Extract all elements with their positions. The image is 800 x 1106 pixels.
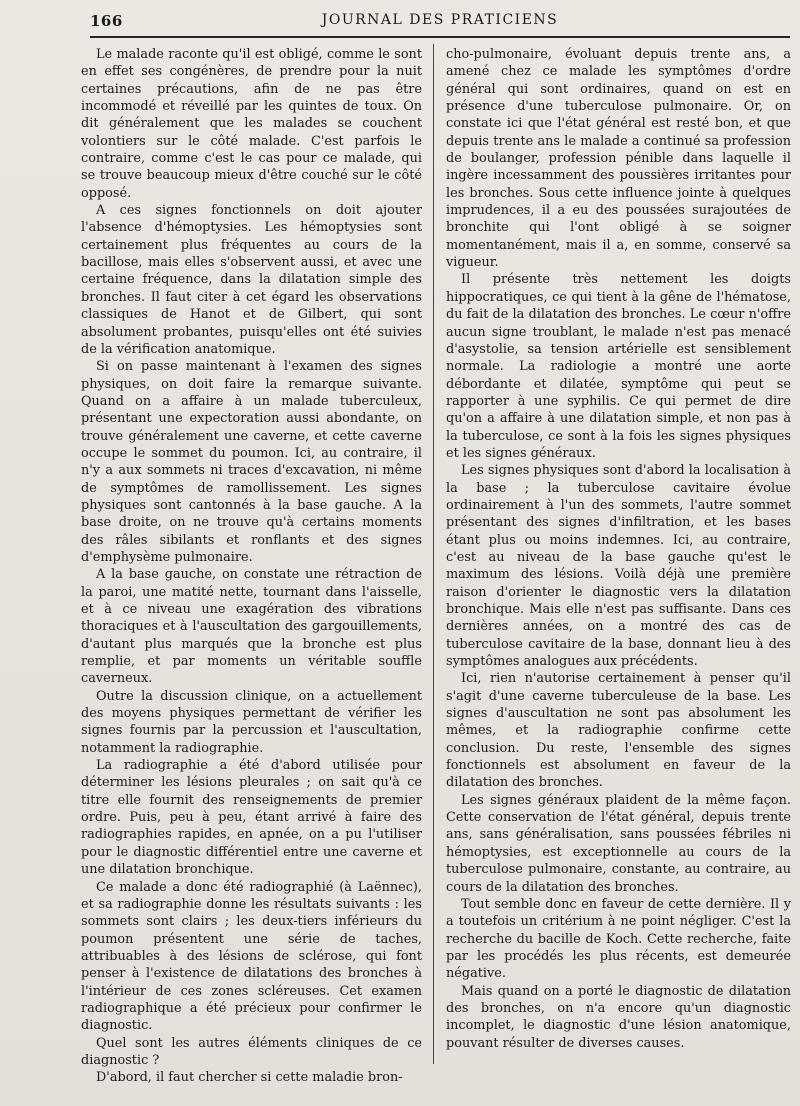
paragraph: Si on passe maintenant à l'examen des signes physiques, on doit faire la remarque suivante. Quand on a affaire à un malade tuberculeux, présentant une expectoration aussi abondante, on trouve généralement une caverne, et cette caverne occupe le sommet du poumon. Ici, au contraire, il n'y a aux sommets ni traces d'excavation, ni même de symptômes de ramollissement. Les signes physiques sont cantonnés à la base gauche. A la base droite, on ne trouve qu'à certains moments des râles sibilants et ronflants et des signes d'emphysème pulmonaire. xyxy=(81,359,422,565)
paragraph: cho-pulmonaire, évoluant depuis trente ans, a amené chez ce malade les symptômes d'ordre général qui sont ordinaires, quand on est en présence d'une tuberculose pulmonaire. Or, on constate ici que l'état général est resté bon, et que depuis trente ans le malade a continué sa profession de boulanger, profession pénible dans laquelle il ingère incessamment des poussières irritantes pour les bronches. Sous cette influence jointe à quelques imprudences, il a eu des poussées surajoutées de bronchite qui l'ont obligé à se soigner momentanément, mais il a, en somme, conservé sa vigueur. xyxy=(446,47,791,271)
paragraph: Il présente très nettement les doigts hippocratiques, ce qui tient à la gêne de l'hématose, du fait de la dilatation des bronches. Le cœur n'offre aucun signe troublant, le malade n'est pas menacé d'asystolie, sa tension artérielle est sensiblement normale. La radiologie a montré une aorte débordante et dilatée, symptôme qui peut se rapporter à une syphilis. Ce qui permet de dire qu'on a affaire à une dilatation simple, et non pas à la tuberculose, ce sont à la fois les signes physiques et les signes généraux. xyxy=(446,272,791,461)
running-head: JOURNAL DES PRATICIENS xyxy=(321,12,559,28)
paragraph: Les signes généraux plaident de la même façon. Cette conservation de l'état général, depuis trente ans, sans généralisation, sans poussées fébriles ni hémoptysies, est exceptionnelle au cours de la tuberculose pulmonaire, constante, au contraire, au cours de la dilatation des bronches. xyxy=(446,792,791,895)
paragraph: Le malade raconte qu'il est obligé, comme le sont en effet ses congénères, de prendre pour la nuit certaines précautions, afin de ne pas être incommodé et réveillé par les quintes de toux. On dit généralement que les malades se couchent volontiers sur le côté malade. C'est parfois le contraire, comme c'est le cas pour ce malade, qui se trouve beaucoup mieux d'être couché sur le côté opposé. xyxy=(81,47,422,201)
header-rule xyxy=(90,36,790,38)
paragraph: Outre la discussion clinique, on a actuellement des moyens physiques permettant de vérifier les signes fournis par la percussion et l'auscultation, notamment la radiographie. xyxy=(81,688,422,756)
paragraph: Mais quand on a porté le diagnostic de dilatation des bronches, on n'a encore qu'un diagnostic incomplet, le diagnostic d'une lésion anatomique, pouvant résulter de diverses causes. xyxy=(446,983,791,1051)
column-divider xyxy=(433,44,434,1064)
paragraph: A ces signes fonctionnels on doit ajouter l'absence d'hémoptysies. Les hémoptysies sont certainement plus fréquentes au cours de la bacillose, mais elles s'observent aussi, et avec une certaine fréquence, dans la dilatation simple des bronches. Il faut citer à cet égard les observations classiques de Hanot et de Gilbert, qui sont absolument probantes, puisqu'elles ont été suivies de la vérification anatomique. xyxy=(81,203,422,357)
paragraph: Les signes physiques sont d'abord la localisation à la base ; la tuberculose cavitaire évolue ordinairement à l'un des sommets, l'autre sommet présentant des signes d'infiltration, et les bases étant plus ou moins indemnes. Ici, au contraire, c'est au niveau de la base gauche qu'est le maximum des lésions. Voilà déjà une première raison d'orienter le diagnostic vers la dilatation bronchique. Mais elle n'est pas suffisante. Dans ces dernières années, on a montré des cas de tuberculose cavitaire de la base, donnant lieu à des symptômes analogues aux précédents. xyxy=(446,463,791,670)
paragraph: Ce malade a donc été radiographié (à Laënnec), et sa radiographie donne les résultats suivants : les sommets sont clairs ; les deux-tiers inférieurs du poumon présentent une série de taches, attribuables à des lésions de sclérose, qui font penser à l'existence de dilatations des bronches à l'intérieur de ces zones scléreuses. Cet examen radiographique a été précieux pour confirmer le diagnostic. xyxy=(81,879,422,1034)
paragraph: Quel sont les autres éléments cliniques de ce diagnostic ? xyxy=(81,1035,422,1068)
paragraph: La radiographie a été d'abord utilisée pour déterminer les lésions pleurales ; on sait qu'à ce titre elle fournit des renseignements de premier ordre. Puis, peu à peu, étant arrivé à faire des radiographies rapides, en apnée, on a pu l'utiliser pour le diagnostic différentiel entre une caverne et une dilatation bronchique. xyxy=(81,758,422,878)
right-column xyxy=(446,46,791,1052)
paragraph: A la base gauche, on constate une rétraction de la paroi, une matité nette, tournant dans l'aisselle, et à ce niveau une exagération des vibrations thoraciques et à l'auscultation des gargouillements, d'autant plus marqués que la bronche est plus remplie, et par moments un véritable souffle caverneux. xyxy=(81,567,422,687)
page-number: 166 xyxy=(90,12,123,30)
page-header xyxy=(90,12,790,34)
paragraph: D'abord, il faut chercher si cette maladie bron- xyxy=(96,1070,403,1086)
paragraph: Tout semble donc en faveur de cette dernière. Il y a toutefois un critérium à ne point négliger. C'est la recherche du bacille de Koch. Cette recherche, faite par les procédés les plus récents, est demeurée négative. xyxy=(446,896,791,982)
paragraph: Ici, rien n'autorise certainement à penser qu'il s'agit d'une caverne tuberculeuse de la base. Les signes d'auscultation ne sont pas absolument les mêmes, et la radiographie confirme cette conclusion. Du reste, l'ensemble des signes fonctionnels est absolument en faveur de la dilatation des bronches. xyxy=(446,671,791,791)
left-column xyxy=(81,46,422,1087)
